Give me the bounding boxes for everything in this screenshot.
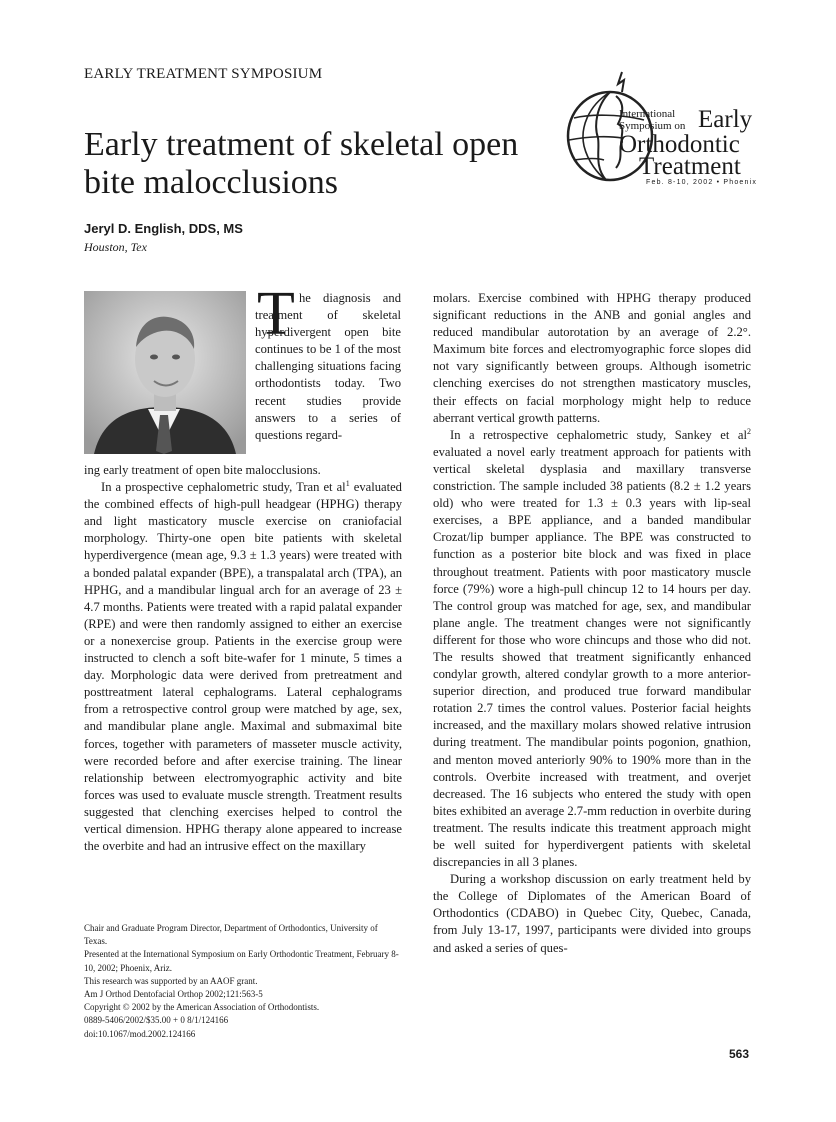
paragraph-2: In a prospective cephalometric study, Tran et $al^1$ evaluated the combined effects of high-pull headgear (HPHG) therapy and light masticatory muscle exercise on craniofacial morphology. Thirty-one open bite patients with skeletal hyperdivergence (mean age, 9.3 ± 1.3 years) were treated with a bonded palatal expander (BPE), a transpalatal arch (TPA), an HPHG, and a mandibular lingual arch for an average of 23 ± 4.7 months. Patients were treated with a rapid palatal expander (RPE) and were then randomly assigned to either an exercise or a nonexercise group. Patients in the exercise group were instructed to clench a soft bite-wafer for 1 minute, 5 times a day. Morphologic data were derived from pretreatment and posttreatment lateral cephalograms. Lateral cephalograms from a retrospective control group were matched by age, sex, and mandibular plane angle. Maximal and submaximal bite forces, together with parameters of masseter muscle activity, were recorded before and after exercise training. The linear relationship between electromyographic activity and bite forces was used to evaluate muscle strength. Treatment results suggested that clenching exercises helped to control the vertical dimension. HPHG therapy alone appeared to increase the overbite and had an intrusive effect on the maxillary bbox=[84, 478, 402, 854]
intro-paragraph bbox=[255, 280, 401, 444]
logo-date: Feb. 8-10, 2002 • Phoenix bbox=[646, 179, 758, 186]
section-header: EARLY TREATMENT SYMPOSIUM bbox=[84, 66, 323, 82]
paragraph-1-tail: ing early treatment of open bite malocclusions. bbox=[84, 463, 321, 477]
logo-line-symposium: Symposium on bbox=[619, 120, 686, 132]
paragraph-4: During a workshop discussion on early treatment held by the College of Diplomates of the American Board of Orthodontics (CDABO) in Quebec City, Quebec, Canada, from July 13-17, 1997, participants were divided into groups and asked a series of ques- bbox=[433, 872, 751, 955]
intro-text: he diagnosis and treatment of skeletal hyperdivergent open bite continues to be 1 of the most challenging situations facing orthodontists today. Two recent studies provide answers to a series of questions regard- bbox=[255, 291, 401, 442]
reference-2[interactable]: 2 bbox=[747, 426, 751, 436]
body-column-left bbox=[84, 462, 402, 855]
footnote-copyright: Copyright © 2002 by the American Association of Orthodontists. bbox=[84, 1002, 320, 1013]
logo-word-orthodontic: Orthodontic bbox=[619, 131, 740, 158]
paragraph-2-continued: molars. Exercise combined with HPHG therapy produced significant reductions in the ANB and gonial angles and reduced mandibular autorotation by an average of 2.2°. Maximum bite forces and electromyographic force slopes did not vary significantly between groups. Although isometric clenching exercises do not strengthen masticatory muscles, their effects on facial morphology might help to reduce aberrant vertical growth patterns. bbox=[433, 291, 751, 425]
author-affiliation: Houston, Tex bbox=[84, 240, 147, 254]
footnote-doi: doi:10.1067/mod.2002.124166 bbox=[84, 1028, 196, 1039]
author-photo bbox=[84, 291, 246, 454]
logo-line-international: International bbox=[619, 108, 676, 120]
body-column-right bbox=[433, 290, 751, 957]
footnote-presented: Presented at the International Symposium on Early Orthodontic Treatment, February 8-10, 2002; Phoenix, Ariz. bbox=[84, 949, 399, 973]
author-name: Jeryl D. English, DDS, MS bbox=[84, 221, 243, 236]
footnote-funding: This research was supported by an AAOF grant. bbox=[84, 975, 258, 986]
reference-1[interactable]: 1 bbox=[345, 478, 350, 488]
logo-word-treatment: Treatment bbox=[639, 153, 741, 180]
footnote-affiliation: Chair and Graduate Program Director, Department of Orthodontics, University of Texas. bbox=[84, 923, 378, 947]
logo-word-early: Early bbox=[698, 106, 753, 133]
paragraph-3: In a retrospective cephalometric study, Sankey et $al^2$ evaluated a novel early treatment approach for patients with vertical skeletal dysplasia and maxillary transverse constriction. The sample included 38 patients (8.2 ± 1.2 years old) who were treated for 1.3 ± 0.3 years with lip-seal exercises, a BPE appliance, and a banded mandibular Crozat/lip bumper appliance. The BPE was constructed to function as a posterior bite block and was fixed in place throughout treatment. Patients with poor masticatory muscle force (79%) wore a high-pull chincup 12 to 14 hours per day. The control group was matched for age, sex, and mandibular plane angle. The treatment changes were not significantly different for those who wore chincups and those who did not. The results showed that treatment significantly enhanced condylar growth, altered condylar growth to a more anterior-superior direction, and produced true forward mandibular rotation 2.7 times the control values. Posterior facial heights increased, and the maxillary molars showed relative intrusion during treatment. The mandibular points pogonion, gnathion, and menton moved anteriorly 90% to 190% more than in the controls. Overbite increased with treatment, and overjet decreased. The 16 subjects who entered the study with open bites exhibited an average 2.7-mm reduction in overbite during treatment. The results indicate this treatment approach might be well suited for hyperdivergent patients with skeletal discrepancies in all 3 planes. bbox=[433, 426, 751, 870]
footnote-citation: Am J Orthod Dentofacial Orthop 2002;121:563-5 bbox=[84, 989, 263, 1000]
page-number: 563 bbox=[729, 1047, 750, 1061]
article-title: Early treatment of skeletal open bite malocclusions bbox=[84, 126, 519, 201]
drop-cap: T bbox=[257, 280, 295, 348]
symposium-logo bbox=[560, 66, 760, 196]
footnotes bbox=[84, 922, 402, 1041]
footnote-issn: 0889-5406/2002/$35.00 + 0 8/1/124166 bbox=[84, 1015, 229, 1026]
